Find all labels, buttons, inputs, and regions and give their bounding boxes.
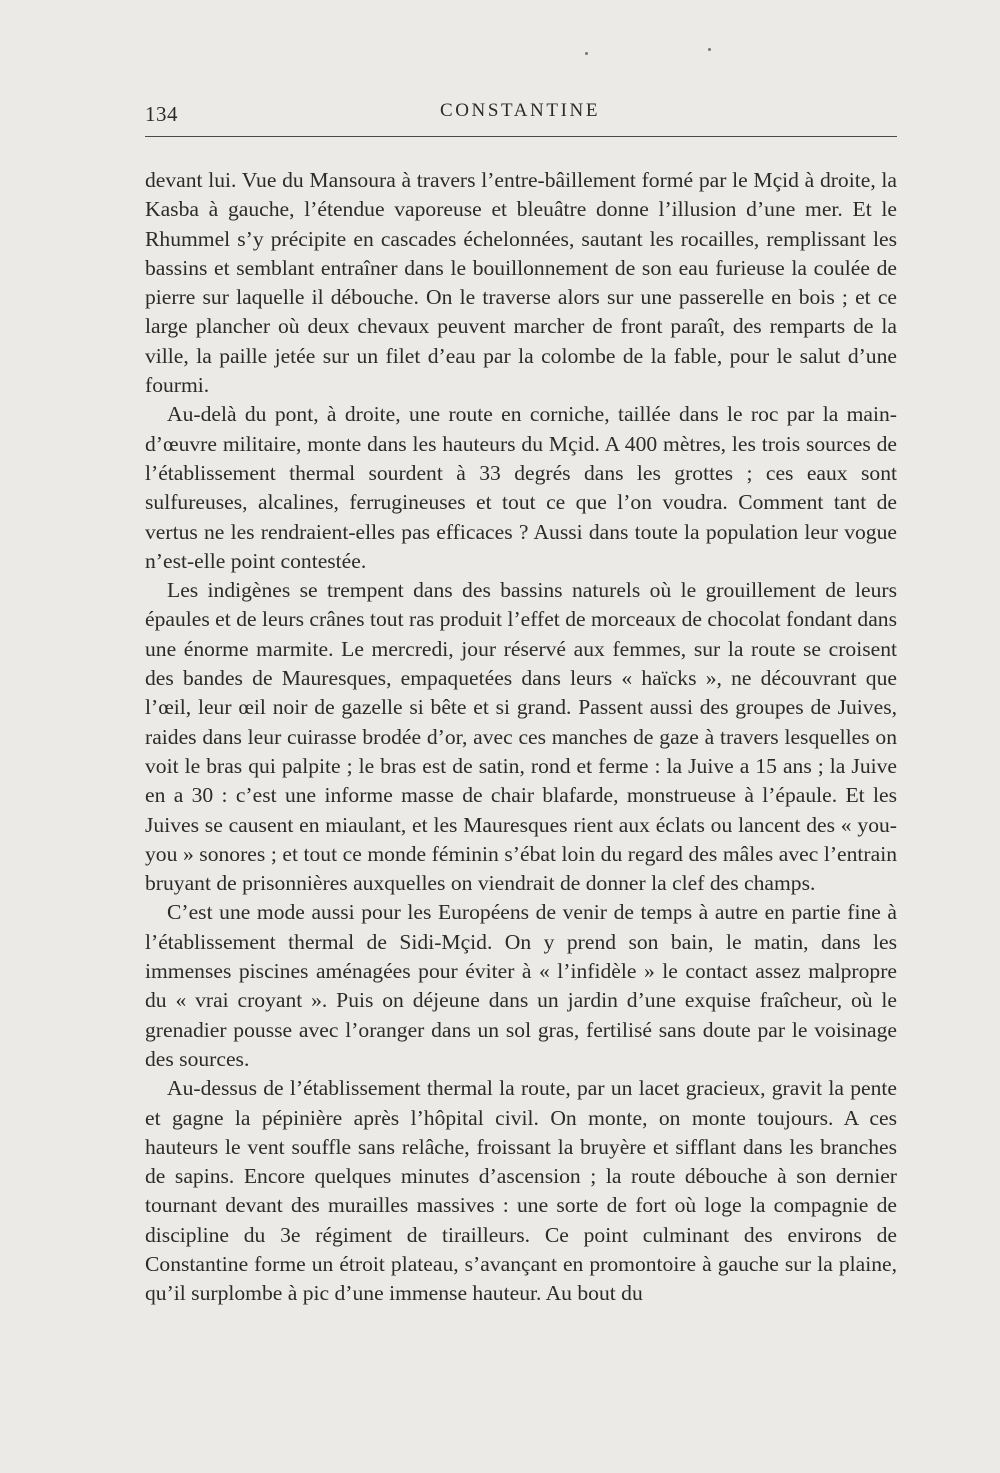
running-title: CONSTANTINE	[439, 100, 601, 121]
page-header	[145, 96, 895, 136]
speck	[585, 52, 588, 55]
header-rule	[145, 136, 897, 137]
paragraph: Au-delà du pont, à droite, une route en corniche, taillée dans le roc par la main-d’œuvre militaire, monte dans les hauteurs du Mçid. A 400 mètres, les trois sources de l’établissement thermal sourdent à 33 degrés dans les grottes ; ces eaux sont sulfureuses, alcalines, ferrugineuses et tout ce que l’on voudra. Comment tant de vertus ne les rendraient-elles pas efficaces ? Aussi dans toute la population leur vogue n’est-elle point contestée.	[145, 402, 897, 573]
paragraph: C’est une mode aussi pour les Européens de venir de temps à autre en partie fine à l’établissement thermal de Sidi-Mçid. On y prend son bain, le matin, dans les immenses piscines aménagées pour éviter à « l’infidèle » le contact assez malpropre du « vrai croyant ». Puis on déjeune dans un jardin d’une exquise fraîcheur, où le grenadier pousse avec l’oranger dans un sol gras, fertilisé sans doute par le voisinage des sources.	[145, 900, 897, 1071]
paragraph: Les indigènes se trempent dans des bassins naturels où le grouillement de leurs épaules et de leurs crânes tout ras produit l’effet de morceaux de chocolat fondant dans une énorme marmite. Le mercredi, jour réservé aux femmes, sur la route se croisent des bandes de Mauresques, empaquetées dans leurs « haïcks », ne découvrant que l’œil, leur œil noir de gazelle si bête et si grand. Passent aussi des groupes de Juives, raides dans leur cuirasse brodée d’or, avec ces manches de gaze à travers lesquelles on voit le bras qui palpite ; le bras est de satin, rond et ferme : la Juive a 15 ans ; la Juive en a 30 : c’est une informe masse de chair blafarde, monstrueuse à l’épaule. Et les Juives se causent en miaulant, et les Mauresques rient aux éclats ou lancent des « you-you » sonores ; et tout ce monde féminin s’ébat loin du regard des mâles avec l’entrain bruyant de prisonnières auxquelles on viendrait de donner la clef des champs.	[145, 578, 897, 896]
body-text	[145, 166, 897, 1309]
paragraph: Au-dessus de l’établissement thermal la route, par un lacet gracieux, gravit la pente et gagne la pépinière après l’hôpital civil. On monte, on monte toujours. A ces hauteurs le vent souffle sans relâche, froissant la bruyère et sifflant dans les branches de sapins. Encore quelques minutes d’ascension ; la route débouche à son dernier tournant devant des murailles massives : une sorte de fort où loge la compagnie de discipline du 3e régiment de tirailleurs. Ce point culminant des environs de Constantine forme un étroit plateau, s’avançant en promontoire à gauche sur la plaine, qu’il surplombe à pic d’une immense hauteur. Au bout du	[145, 1076, 897, 1306]
paragraph: devant lui. Vue du Mansoura à travers l’entre-bâillement formé par le Mçid à droite, la Kasba à gauche, l’étendue vaporeuse et bleuâtre donne l’illusion d’une mer. Et le Rhummel s’y précipite en cascades échelonnées, sautant les rocailles, remplissant les bassins et semblant entraîner dans le bouillonnement de son eau furieuse la coulée de pierre sur laquelle il débouche. On le traverse alors sur une passerelle en bois ; et ce large plancher où deux chevaux peuvent marcher de front paraît, des remparts de la ville, la paille jetée sur un filet d’eau par la colombe de la fable, pour le salut d’une fourmi.	[145, 168, 897, 398]
speck	[708, 48, 711, 51]
page-number: 134	[145, 102, 178, 126]
